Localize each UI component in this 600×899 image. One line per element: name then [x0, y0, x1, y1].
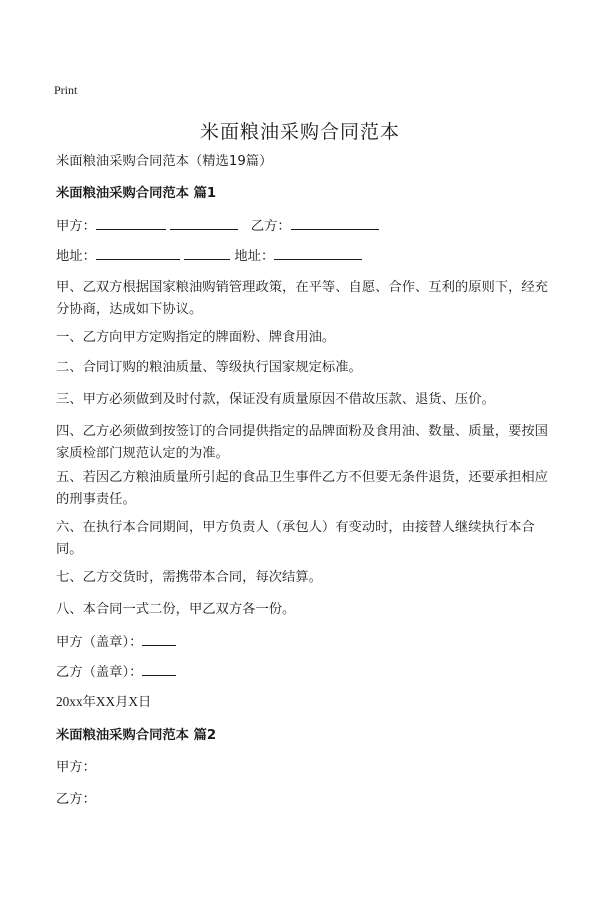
- party-a-blank: [96, 215, 166, 230]
- document-subtitle: 米面粮油采购合同范本（精选19篇）: [56, 154, 273, 169]
- seal-b-row: [56, 661, 544, 684]
- clause-5: 五、若因乙方粮油质量所引起的食品卫生事件乙方不但要无条件退货，还要承担相应的刑事责任。: [56, 470, 548, 507]
- print-link[interactable]: Print: [54, 83, 78, 97]
- seal-a-row: [56, 631, 544, 654]
- party-row: [56, 215, 544, 238]
- clause-1: 一、乙方向甲方定购指定的牌面粉、牌食用油。: [56, 330, 336, 345]
- clause-8: 八、本合同一式二份，甲乙双方各一份。: [56, 602, 296, 617]
- address-a-label: 地址：: [56, 249, 96, 264]
- contract-date: 20xx年XX月X日: [56, 694, 152, 709]
- section-heading-1: 米面粮油采购合同范本 篇1: [56, 186, 217, 201]
- section2-party-b: 乙方：: [56, 792, 96, 807]
- seal-b-label: 乙方（盖章）：: [56, 665, 143, 680]
- section-heading-2: 米面粮油采购合同范本 篇2: [56, 728, 217, 743]
- seal-a-label: 甲方（盖章）：: [56, 635, 143, 650]
- address-a-blank: [96, 245, 180, 260]
- address-b-label: 地址：: [234, 249, 275, 264]
- clause-4: 四、乙方必须做到按签订的合同提供指定的品牌面粉及食用油、数量、质量，要按国家质检部门规范认定的为准。: [56, 424, 548, 461]
- party-a-label: 甲方：: [56, 219, 96, 234]
- party-b-label: 乙方：: [250, 219, 291, 234]
- clause-2: 二、合同订购的粮油质量、等级执行国家规定标准。: [56, 360, 362, 375]
- seal-a-blank: [142, 631, 176, 646]
- party-b-blank: [291, 215, 379, 230]
- clause-7: 七、乙方交货时，需携带本合同，每次结算。: [56, 570, 322, 585]
- party-a-blank-2: [170, 215, 238, 230]
- intro-paragraph: 甲、乙双方根据国家粮油购销管理政策，在平等、自愿、合作、互利的原则下，经充分协商，达成如下协议。: [56, 280, 548, 317]
- address-b-blank: [274, 245, 362, 260]
- address-a-blank-2: [184, 245, 230, 260]
- section2-party-a: 甲方：: [56, 760, 96, 775]
- seal-b-blank: [142, 661, 176, 676]
- clause-6: 六、在执行本合同期间，甲方负责人（承包人）有变动时，由接替人继续执行本合同。: [56, 520, 535, 557]
- page-title: 米面粮油采购合同范本: [199, 121, 400, 143]
- clause-3: 三、甲方必须做到及时付款，保证没有质量原因不借故压款、退货、压价。: [56, 392, 495, 407]
- address-row: [56, 245, 544, 268]
